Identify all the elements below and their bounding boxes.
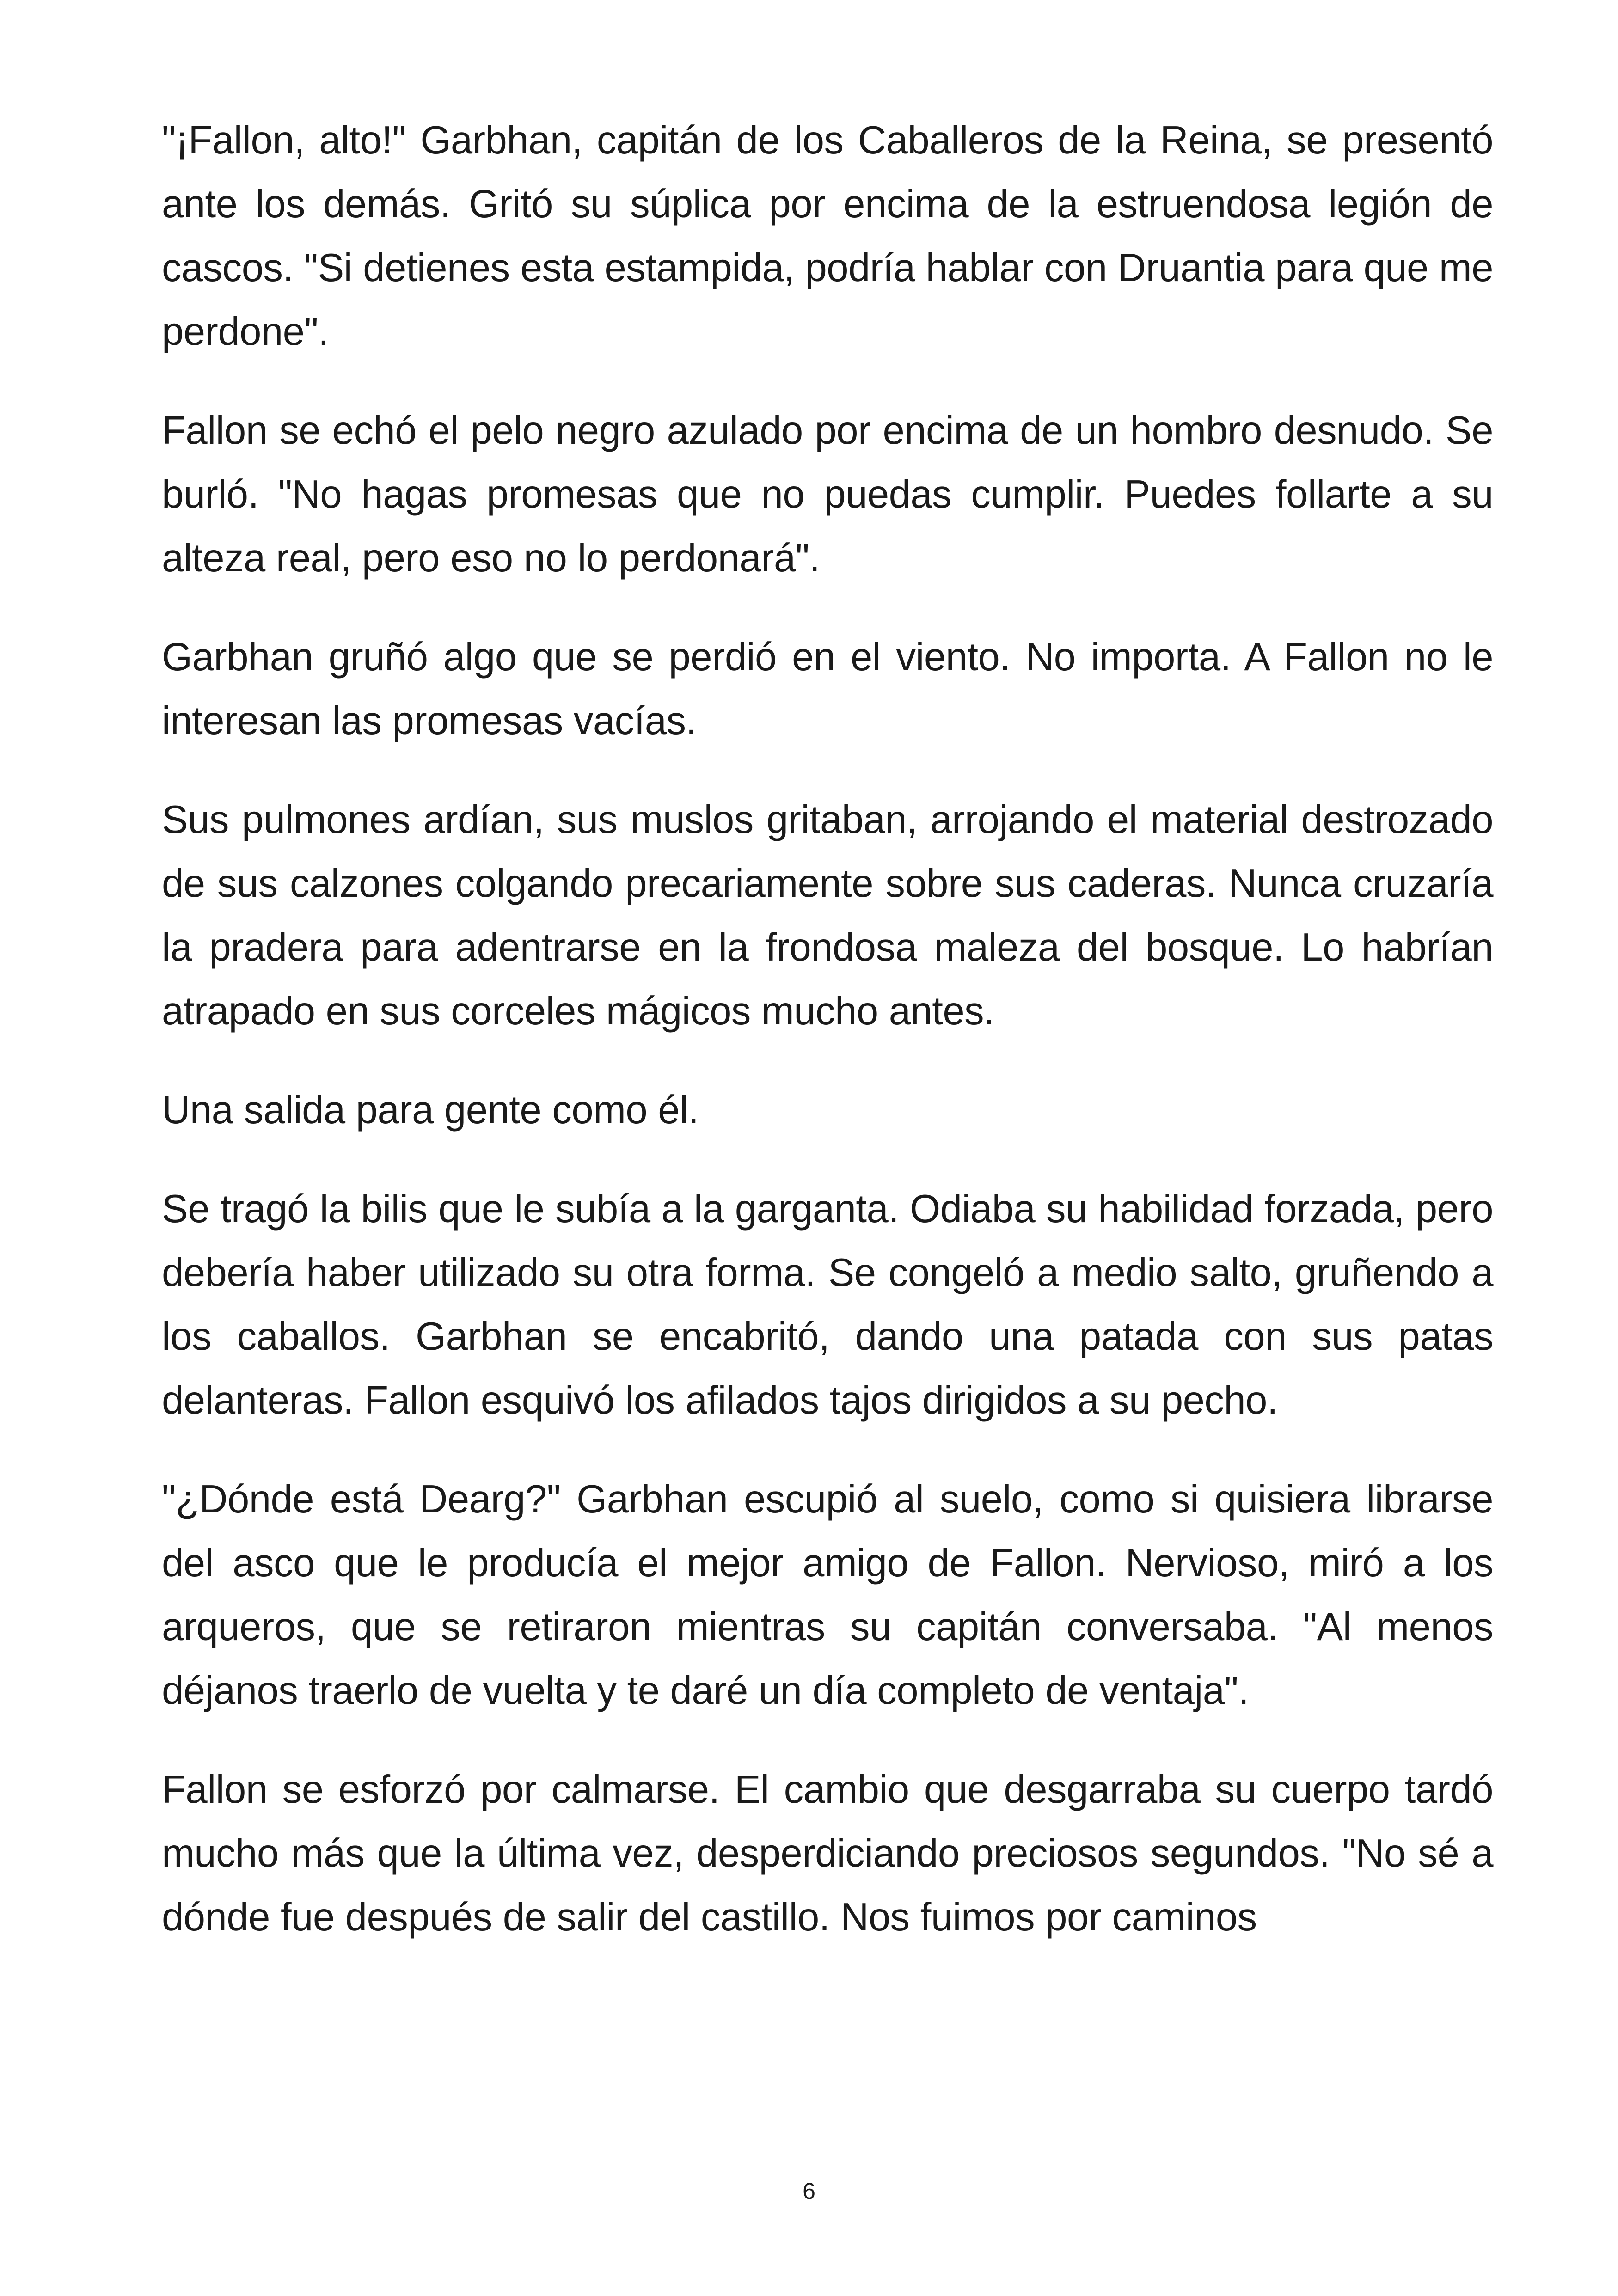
paragraph: Se tragó la bilis que le subía a la garganta. Odiaba su habilidad forzada, pero debería haber utilizado su otra forma. Se congeló a medio salto, gruñendo a los caballos. Garbhan se encabritó, dando una patada con sus patas delanteras. Fallon esquivó los afilados tajos dirigidos a su pecho. [162, 1187, 1493, 1422]
paragraph: Una salida para gente como él. [162, 1088, 699, 1132]
paragraph: Garbhan gruñó algo que se perdió en el viento. No importa. A Fallon no le interesan las promesas vacías. [162, 635, 1493, 743]
page-number: 6 [803, 2178, 815, 2204]
paragraph: "¿Dónde está Dearg?" Garbhan escupió al suelo, como si quisiera librarse del asco que le producía el mejor amigo de Fallon. Nervioso, miró a los arqueros, que se retiraron mientras su capitán conversaba. "Al menos déjanos traerlo de vuelta y te daré un día completo de ventaja". [162, 1477, 1493, 1713]
paragraph: "¡Fallon, alto!" Garbhan, capitán de los Caballeros de la Reina, se presentó ante los demás. Gritó su súplica por encima de la estruendosa legión de cascos. "Si detienes esta estampida, podría hablar con Druantia para que me perdone". [162, 118, 1493, 354]
paragraph: Fallon se esforzó por calmarse. El cambio que desgarraba su cuerpo tardó mucho más que la última vez, desperdiciando preciosos segundos. "No sé a dónde fue después de salir del castillo. Nos fuimos por caminos [162, 1768, 1493, 1939]
page-body [162, 109, 1493, 1984]
paragraph: Fallon se echó el pelo negro azulado por encima de un hombro desnudo. Se burló. "No hagas promesas que no puedas cumplir. Puedes follarte a su alteza real, pero eso no lo perdonará". [162, 409, 1493, 580]
paragraph: Sus pulmones ardían, sus muslos gritaban, arrojando el material destrozado de sus calzones colgando precariamente sobre sus caderas. Nunca cruzaría la pradera para adentrarse en la frondosa maleza del bosque. Lo habrían atrapado en sus corceles mágicos mucho antes. [162, 798, 1493, 1033]
